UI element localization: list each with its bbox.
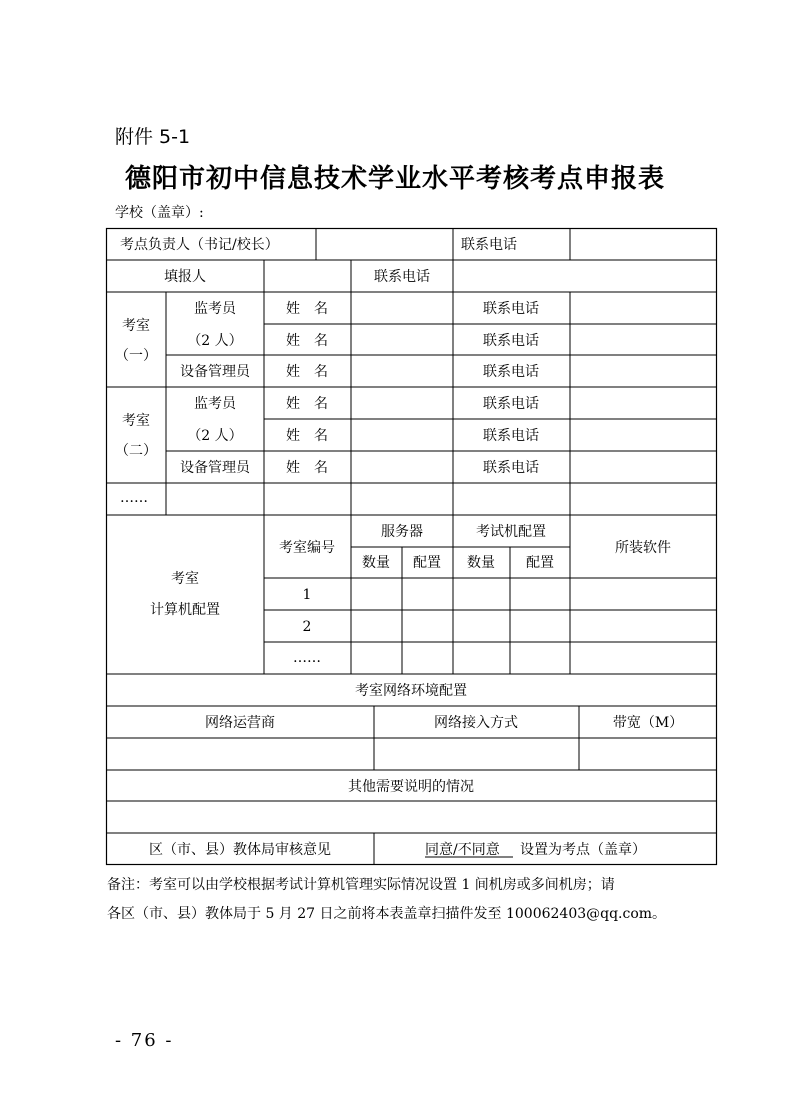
installed-software-header: 所装软件 (615, 540, 671, 556)
room1-name-label-1: 姓 名 (286, 301, 328, 317)
exam-config-header: 配置 (526, 555, 554, 571)
room-number-header: 考室编号 (279, 540, 335, 556)
agree-option: 同意/不同意 (425, 842, 500, 858)
room1-equipment-admin: 设备管理员 (180, 364, 250, 380)
bandwidth-header: 带宽（M） (612, 715, 684, 731)
room1-phone-label-1: 联系电话 (483, 301, 539, 317)
more-rooms-ellipsis: …… (120, 490, 148, 506)
room2-number: （二） (115, 443, 157, 459)
room1-invigilator-label: 监考员 (194, 301, 236, 317)
filler-label: 填报人 (164, 269, 206, 285)
isp-header: 网络运营商 (205, 715, 275, 731)
room-row-2: 2 (302, 619, 312, 635)
room1-number: （一） (115, 348, 157, 364)
remark-line-1: 备注：考室可以由学校根据考试计算机管理实际情况设置 1 间机房或多间机房；请 (107, 877, 615, 893)
exam-machine-header: 考试机配置 (476, 524, 546, 540)
access-method-header: 网络接入方式 (434, 715, 518, 731)
room2-invigilator-label: 监考员 (194, 396, 236, 412)
computer-config-label-b: 计算机配置 (150, 602, 220, 618)
room1-invigilator-count: （2 人） (187, 333, 243, 349)
room2-phone-label-2: 联系电话 (483, 428, 539, 444)
exam-quantity-header: 数量 (467, 555, 495, 571)
room1-phone-label-2: 联系电话 (483, 333, 539, 349)
set-as-site-label: 设置为考点（盖章） (520, 842, 646, 858)
page-title: 德阳市初中信息技术学业水平考核考点申报表 (124, 164, 665, 194)
room1-name-label-2: 姓 名 (286, 333, 328, 349)
attachment-label: 附件 5-1 (115, 126, 191, 148)
room2-name-label-1: 姓 名 (286, 396, 328, 412)
page-number: - 76 - (115, 1030, 174, 1051)
room2-label: 考室 (122, 413, 150, 429)
room1-phone-label-3: 联系电话 (483, 364, 539, 380)
room2-name-label-2: 姓 名 (286, 428, 328, 444)
room2-equipment-admin: 设备管理员 (180, 460, 250, 476)
room2-phone-label-3: 联系电话 (483, 460, 539, 476)
network-section-header: 考室网络环境配置 (355, 683, 467, 699)
room-row-1: 1 (302, 587, 312, 603)
room1-name-label-3: 姓 名 (286, 364, 328, 380)
principal-label: 考点负责人（书记/校长） (120, 237, 279, 253)
server-header: 服务器 (381, 524, 423, 540)
school-seal-label: 学校（盖章）: (115, 205, 204, 221)
bureau-opinion-label: 区（市、县）教体局审核意见 (149, 842, 331, 858)
filler-phone-label: 联系电话 (374, 269, 430, 285)
principal-phone-label: 联系电话 (461, 237, 517, 253)
room1-label: 考室 (122, 318, 150, 334)
server-quantity-header: 数量 (362, 555, 390, 571)
remark-line-2: 各区（市、县）教体局于 5 月 27 日之前将本表盖章扫描件发至 100062403@qq.com。 (107, 906, 667, 922)
computer-config-label-a: 考室 (171, 571, 199, 587)
room2-name-label-3: 姓 名 (286, 460, 328, 476)
room2-phone-label-1: 联系电话 (483, 396, 539, 412)
other-notes-header: 其他需要说明的情况 (348, 779, 474, 795)
server-config-header: 配置 (413, 555, 441, 571)
room2-invigilator-count: （2 人） (187, 428, 243, 444)
room-row-ellipsis: …… (293, 650, 321, 666)
